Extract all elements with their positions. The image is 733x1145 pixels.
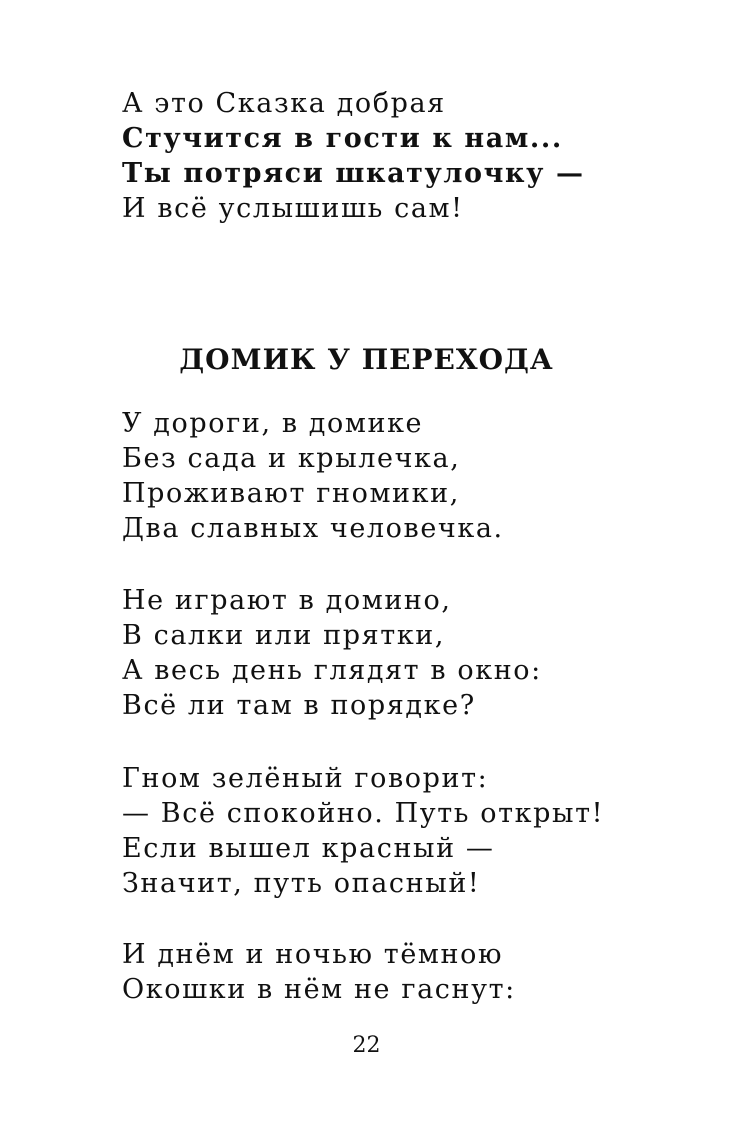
- stanza: [122, 937, 516, 1007]
- poem-line: Всё ли там в порядке?: [122, 690, 476, 721]
- poem-line: И всё услышишь сам!: [122, 193, 464, 224]
- poem-line: Проживают гномики,: [122, 478, 460, 509]
- poem-line: Два славных человечка.: [122, 513, 504, 544]
- stanza: [122, 583, 542, 723]
- stanza: [122, 761, 604, 901]
- previous-poem-ending: [122, 86, 585, 226]
- poem-title: ДОМИК У ПЕРЕХОДА: [179, 343, 554, 376]
- poem-line: И днём и ночью тёмною: [122, 939, 504, 970]
- poem-line: А это Сказка добрая: [122, 88, 446, 119]
- poem-line: У дороги, в домике: [122, 408, 424, 439]
- poem-line: Гном зелёный говорит:: [122, 763, 489, 794]
- poem-line: Стучится в гости к нам...: [122, 123, 563, 154]
- poem-line: Значит, путь опасный!: [122, 868, 481, 899]
- stanza: [122, 406, 504, 546]
- poem-line: Ты потряси шкатулочку —: [122, 158, 585, 189]
- poem-line: Не играют в домино,: [122, 585, 452, 616]
- poem-line: Если вышел красный —: [122, 833, 495, 864]
- page-number: 22: [352, 1033, 381, 1058]
- poem-line: А весь день глядят в окно:: [122, 655, 542, 686]
- poem-line: Без сада и крылечка,: [122, 443, 461, 474]
- poem-line: Окошки в нём не гаснут:: [122, 974, 516, 1005]
- poem-line: В салки или прятки,: [122, 620, 446, 651]
- poem-line: — Всё спокойно. Путь открыт!: [122, 798, 605, 829]
